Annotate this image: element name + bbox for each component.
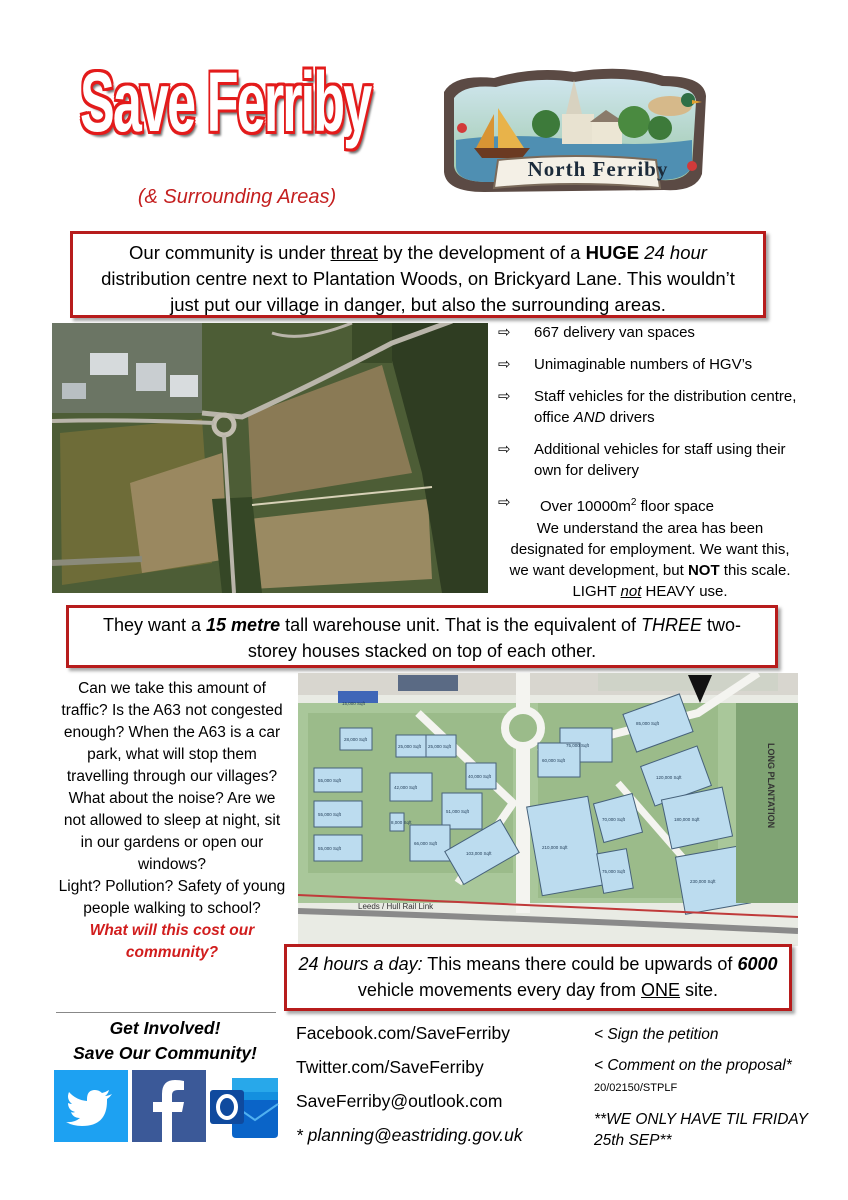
call-to-action [50, 1016, 280, 1066]
facebook-link[interactable]: Facebook.com/SaveFerriby [296, 1023, 510, 1043]
list-item [498, 439, 808, 481]
cta-line: Save Our Community! [73, 1043, 257, 1063]
plot-label: 55,000 Sqft [318, 846, 342, 851]
plot-label: 103,000 Sqft [466, 851, 492, 856]
movements-one: ONE [641, 980, 681, 1000]
plot-label: 28,000 Sqft [344, 737, 368, 742]
plot-label: 55,000 Sqft [318, 778, 342, 783]
employment-text: We understand the area has been designated for employment. We want this, we want development, but [509, 520, 790, 579]
plot-label: 42,000 Sqft [394, 785, 418, 790]
intro-text: by the development of a [377, 242, 586, 263]
employment-emphasis: not [620, 583, 642, 600]
planning-reference: 20/02150/STPLF [594, 1082, 678, 1094]
warehouse-three: THREE [640, 615, 702, 635]
question-safety: Light? Pollution? Safety of young people walking to school? [58, 878, 286, 917]
intro-text: Our community is under [129, 242, 331, 263]
aerial-photo [52, 323, 488, 593]
list-item [498, 386, 808, 428]
plot-label: 75,000 Sqft [602, 869, 626, 874]
email-link[interactable]: SaveFerriby@outlook.com [296, 1091, 503, 1111]
plot-label: 25,000 Sqft [398, 744, 422, 749]
plot-label: 60,000 Sqft [542, 758, 566, 763]
movements-text: vehicle movements every day from [357, 980, 642, 1000]
logo-label: North Ferriby [527, 157, 669, 181]
superscript: 2 [630, 497, 637, 508]
plot-label: 25,000 Sqft [428, 744, 452, 749]
warehouse-box [66, 605, 778, 668]
intro-hours: 24 hour [644, 242, 707, 263]
twitter-icon[interactable] [54, 1070, 128, 1142]
warehouse-roof [90, 353, 128, 375]
contact-list [296, 1016, 566, 1152]
planning-email-link[interactable]: * planning@eastriding.gov.uk [296, 1125, 523, 1145]
petition-action[interactable]: < Sign the petition [594, 1026, 719, 1043]
cost-question: What will this cost our community? [89, 922, 255, 961]
employment-statement [500, 518, 800, 602]
movements-heading: 24 hours a day: [298, 954, 423, 974]
movements-text: site. [680, 980, 719, 1000]
comment-action[interactable] [594, 1055, 814, 1099]
plot-label: 40,000 Sqft [468, 774, 492, 779]
arrow-right-icon: ⇨ [498, 493, 511, 511]
comment-text: < Comment on the proposal* [594, 1057, 792, 1074]
tree-icon [532, 110, 560, 138]
divider [56, 1012, 276, 1013]
plot-label: 55,000 Sqft [318, 812, 342, 817]
employment-text: HEAVY use. [641, 583, 728, 600]
warehouse-text: They want a [102, 615, 207, 635]
cta-line: Get Involved! [109, 1018, 221, 1038]
plot-label: 51,000 Sqft [446, 809, 470, 814]
plot-label: 66,000 Sqft [414, 841, 438, 846]
list-item-text: Additional vehicles for staff using their own for delivery [534, 441, 786, 479]
plot-label: 210,000 Sqft [542, 845, 568, 850]
arrow-right-icon: ⇨ [498, 355, 511, 373]
plot-label: 75,000 Sqft [566, 743, 590, 748]
impact-list [498, 322, 808, 528]
deadline-notice: **WE ONLY HAVE TIL FRIDAY 25th SEP** [594, 1111, 808, 1149]
plot-label: 15,000 Sqft [342, 701, 366, 706]
site-plan [298, 673, 798, 946]
list-item-text: Staff vehicles for the distribution centre, office [534, 388, 797, 426]
intro-box [70, 231, 766, 318]
intro-threat: threat [330, 242, 378, 263]
twitter-link[interactable]: Twitter.com/SaveFerriby [296, 1057, 484, 1077]
questions-column [56, 678, 288, 964]
action-list [594, 1024, 814, 1151]
plot-label: 8,000 Sqft [391, 820, 412, 825]
employment-emphasis: NOT [687, 562, 720, 579]
intro-text: distribution centre next to Plantation Woods, on Brickyard Lane. This wouldn’t just put our village in danger, but also the surrounding areas. [101, 268, 735, 315]
arrow-right-icon: ⇨ [498, 440, 511, 458]
plot-label: 70,000 Sqft [602, 817, 626, 822]
movements-count: 6000 [737, 954, 778, 974]
list-item-text: floor space [636, 498, 714, 515]
church-icon [562, 114, 594, 144]
list-item-text: drivers [605, 409, 655, 426]
question-traffic: Can we take this amount of traffic? Is the A63 not congested enough? When the A63 is a car park, what will stop them travelling through our villages? [61, 680, 283, 785]
list-item-text: Over 10000m [540, 498, 631, 515]
plot-label: 230,000 Sqft [690, 879, 716, 884]
employment-text: this scale. LIGHT [572, 562, 791, 600]
list-item [498, 322, 808, 343]
poster-title: Save Ferriby [80, 55, 371, 149]
warehouse-text: two-storey houses stacked on top of each other. [247, 615, 742, 661]
question-noise: What about the noise? Are we not allowed to sleep at night, sit in our gardens or open our windows? [63, 790, 281, 873]
arrow-right-icon: ⇨ [498, 323, 511, 341]
facebook-icon[interactable] [132, 1070, 206, 1142]
outlook-icon[interactable] [206, 1070, 284, 1142]
warehouse-height: 15 metre [206, 615, 281, 635]
plot-label: 120,000 Sqft [656, 775, 682, 780]
poster-subtitle: (& Surrounding Areas) [137, 186, 337, 208]
list-item-text: Unimaginable numbers of HGV’s [534, 356, 753, 373]
rail-label: Leeds / Hull Rail Link [358, 902, 434, 911]
list-item [498, 354, 808, 375]
warehouse-text: tall warehouse unit. That is the equivalent of [280, 615, 641, 635]
movements-text: This means there could be upwards of [422, 954, 738, 974]
plot-label: 85,000 Sqft [636, 721, 660, 726]
movements-box [284, 944, 792, 1011]
intro-huge: HUGE [585, 242, 640, 263]
plantation-label: LONG PLANTATION [766, 743, 776, 829]
list-item [498, 492, 808, 517]
list-item-text: 667 delivery van spaces [534, 324, 695, 341]
plot-label: 180,000 Sqft [674, 817, 700, 822]
arrow-right-icon: ⇨ [498, 387, 511, 405]
list-item-emphasis: AND [573, 409, 606, 426]
